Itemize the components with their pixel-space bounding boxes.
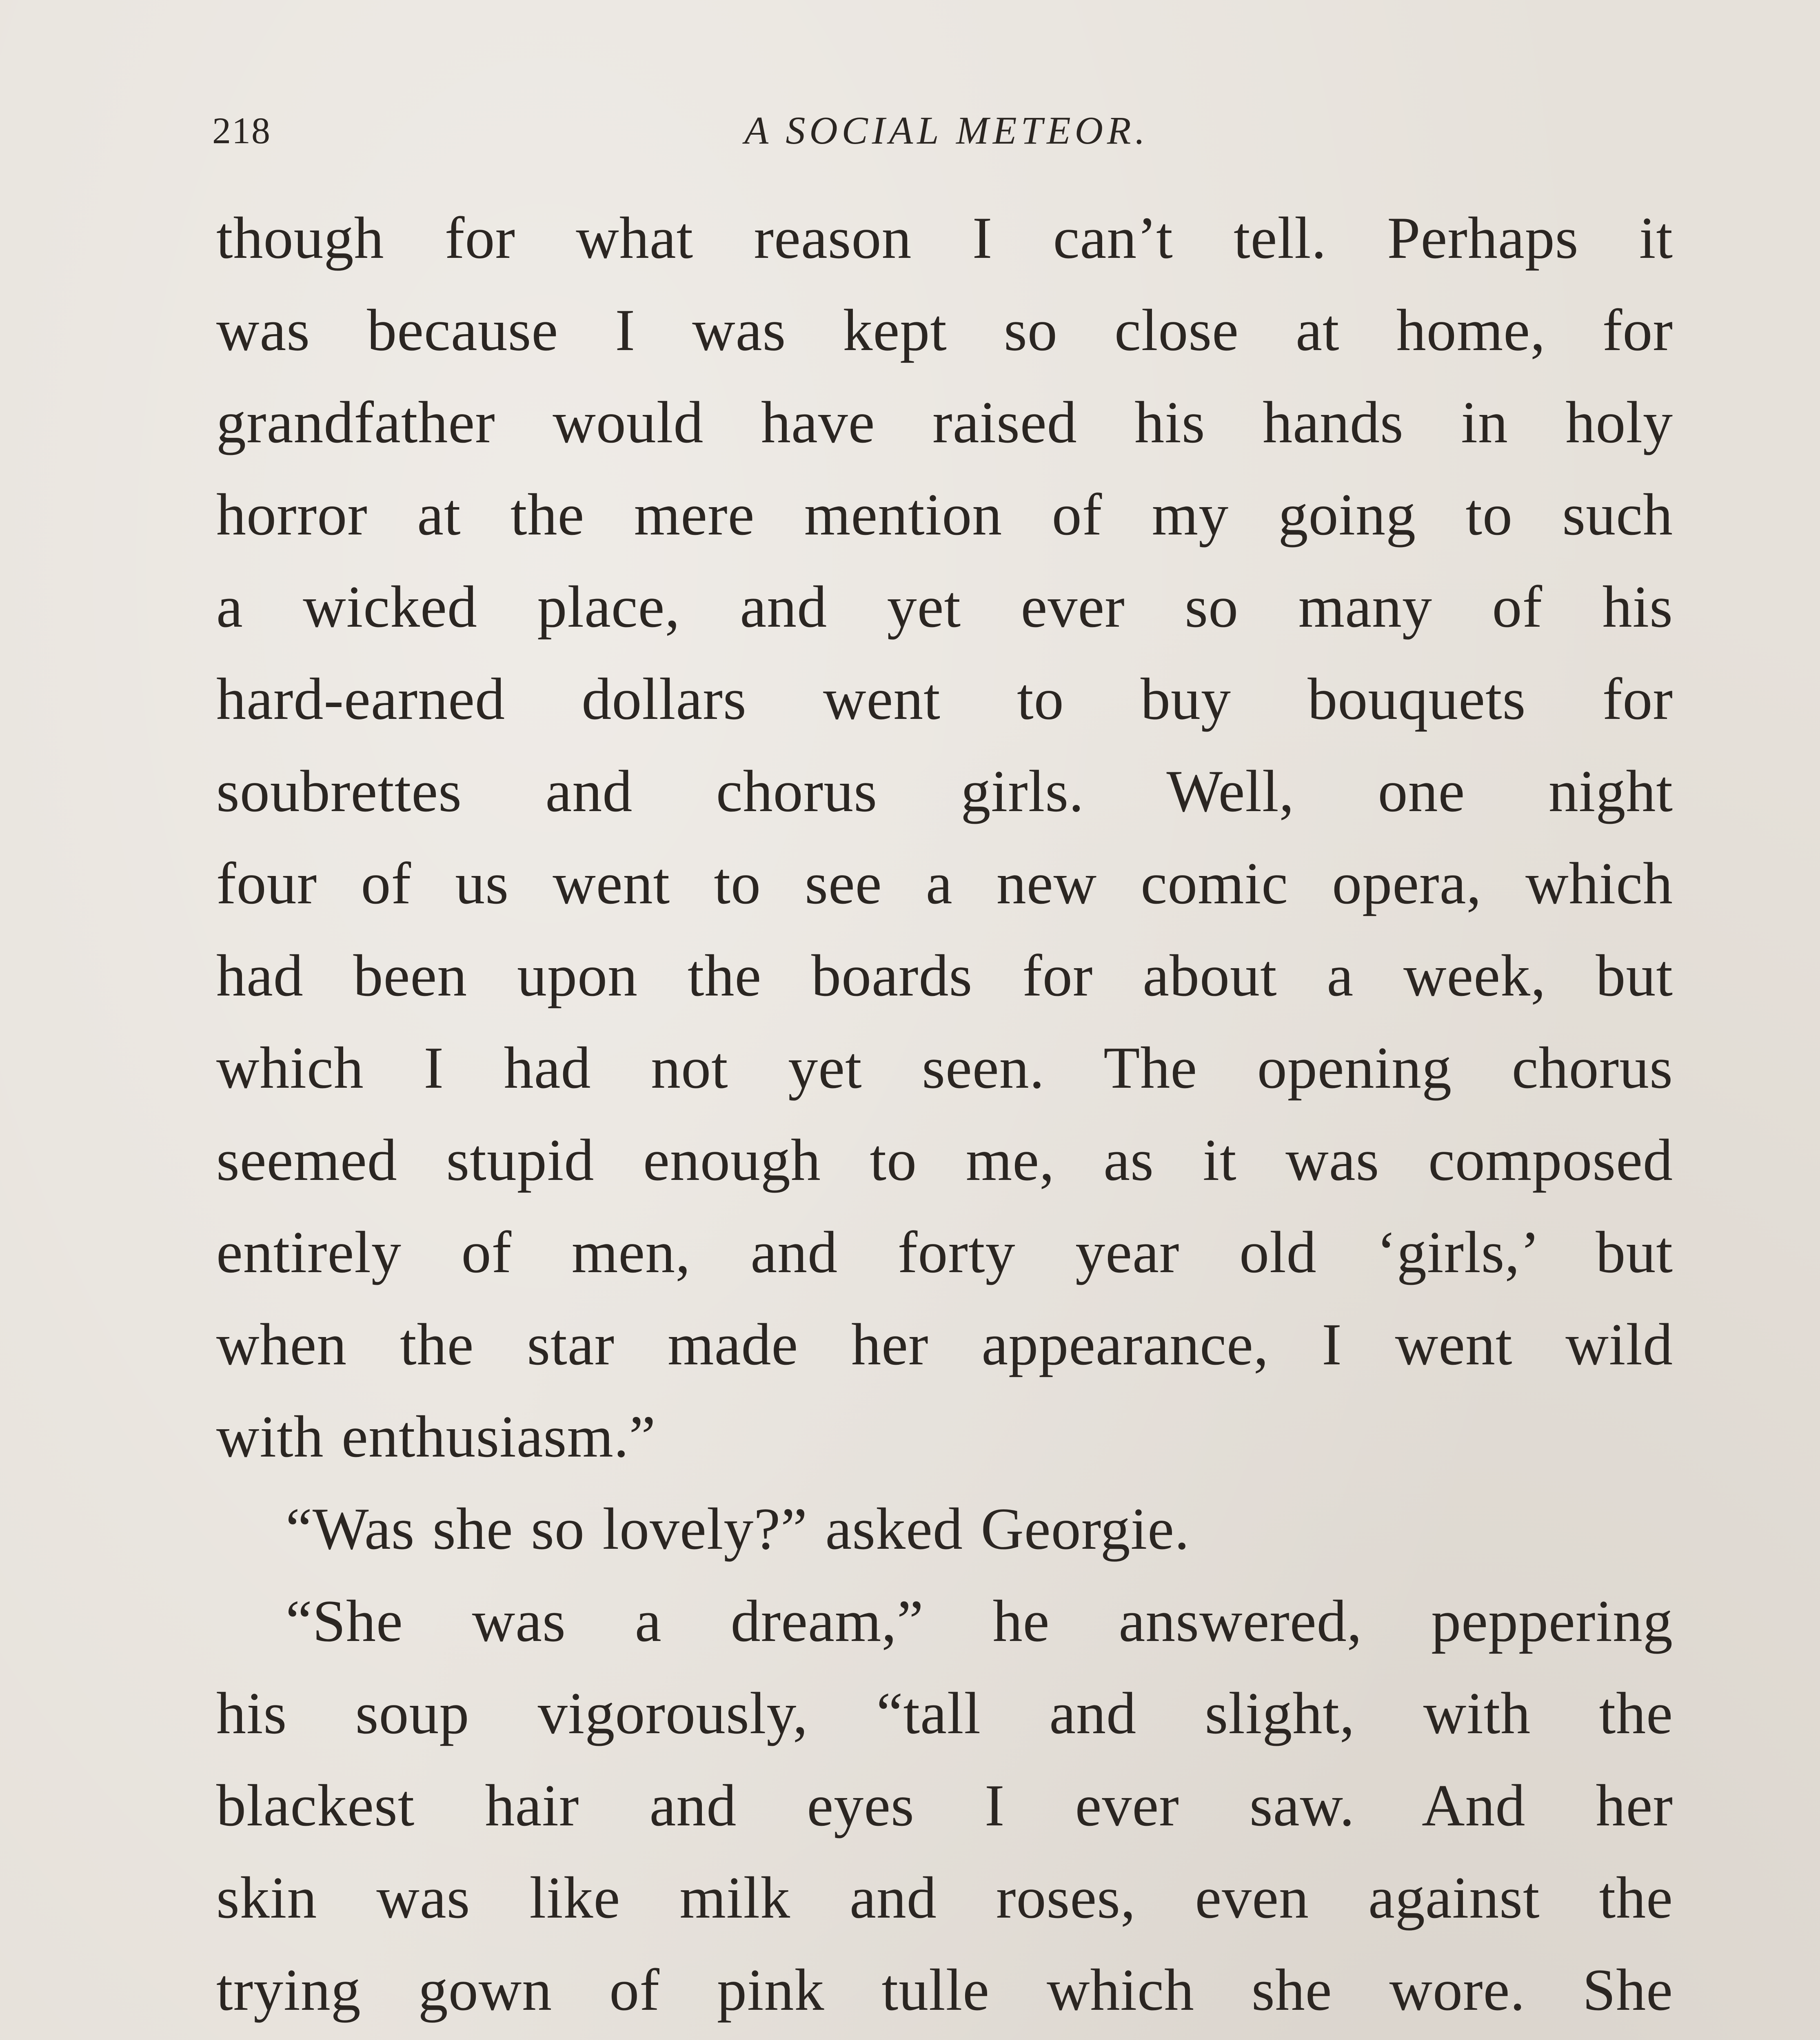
- text-line: was because I was kept so close at home, for: [216, 297, 1673, 363]
- text-line: which I had not yet seen. The opening chorus: [216, 1035, 1673, 1101]
- text-line: a wicked place, and yet ever so many of his: [216, 574, 1673, 640]
- text-line: horror at the mere mention of my going to such: [216, 481, 1673, 548]
- text-line: had been upon the boards for about a week, but: [216, 942, 1673, 1009]
- text-line: his soup vigorously, “tall and slight, with the: [216, 1680, 1673, 1746]
- body-text: [216, 192, 1673, 2040]
- text-line: seemed stupid enough to me, as it was composed: [216, 1127, 1673, 1193]
- running-head: [212, 102, 1681, 159]
- text-line: skin was like milk and roses, even against the: [216, 1865, 1673, 1931]
- paragraph-start-line: “Was she so lovely?” asked Georgie.: [286, 1496, 1190, 1562]
- book-title: A SOCIAL METEOR.: [744, 109, 1149, 152]
- text-line: grandfather would have raised his hands in holy: [216, 389, 1673, 455]
- text-line: blackest hair and eyes I ever saw. And her: [216, 1772, 1673, 1838]
- text-line: with enthusiasm.”: [216, 1404, 656, 1470]
- text-line: trying gown of pink tulle which she wore. She: [216, 1957, 1673, 2023]
- paragraph-start-line: “She was a dream,” he answered, peppering: [286, 1588, 1673, 1654]
- page-number: 218: [212, 110, 271, 151]
- text-line: four of us went to see a new comic opera, which: [216, 850, 1673, 916]
- text-line: entirely of men, and forty year old ‘girls,’ but: [216, 1219, 1673, 1285]
- text-line: hard-earned dollars went to buy bouquets for: [216, 666, 1673, 732]
- text-line: soubrettes and chorus girls. Well, one night: [216, 758, 1673, 824]
- text-line: when the star made her appearance, I went wild: [216, 1311, 1673, 1377]
- text-line: [216, 2036, 1673, 2040]
- text-line: though for what reason I can’t tell. Perhaps it: [216, 205, 1673, 271]
